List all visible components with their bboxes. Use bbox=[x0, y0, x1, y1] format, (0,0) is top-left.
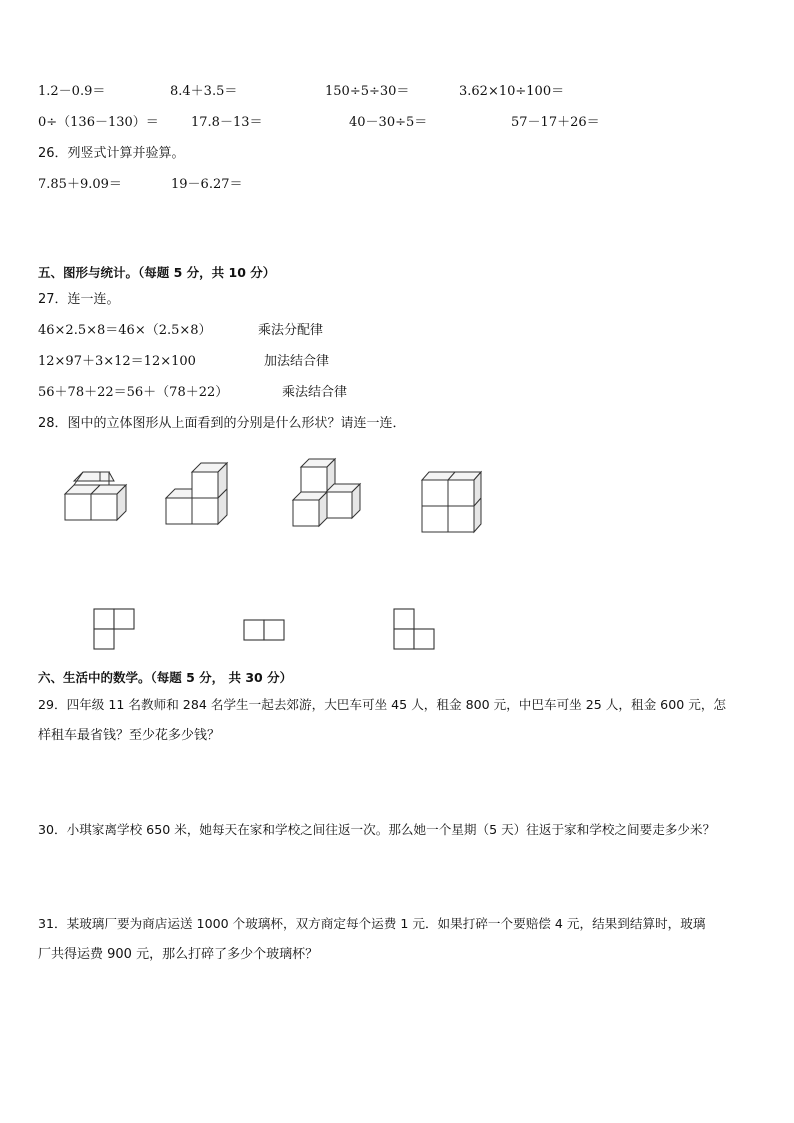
question-31-line: 31．某玻璃厂要为商店运送 1000 个玻璃杯，双方商定每个运费 1 元．如果打碎一个要赔偿 4 元，结果到结算时，玻璃 bbox=[38, 916, 706, 931]
vertical-calc-item: 7.85＋9.09＝ bbox=[38, 177, 122, 192]
match-left-item[interactable]: 56＋78＋22＝56＋（78＋22） bbox=[38, 385, 229, 400]
calc-item: 40－30÷5＝ bbox=[349, 115, 428, 130]
match-right-item[interactable]: 乘法分配律 bbox=[258, 323, 324, 338]
calc-item: 150÷5÷30＝ bbox=[325, 84, 410, 99]
solid-figure-1[interactable] bbox=[65, 472, 126, 520]
calc-item: 1.2－0.9＝ bbox=[38, 84, 106, 99]
calc-item: 0÷（136－130）＝ bbox=[38, 115, 159, 130]
question-31-line: 厂共得运费 900 元，那么打碎了多少个玻璃杯？ bbox=[38, 947, 319, 962]
match-right-item[interactable]: 加法结合律 bbox=[264, 354, 330, 369]
question-29-line: 29．四年级 11 名教师和 284 名学生一起去郊游，大巴车可坐 45 人，租金 800 元，中巴车可坐 25 人，租金 600 元，怎 bbox=[38, 697, 727, 712]
vertical-calc-item: 19－6.27＝ bbox=[171, 177, 243, 192]
match-left-item[interactable]: 12×97＋3×12＝12×100 bbox=[38, 354, 196, 369]
calc-item: 8.4＋3.5＝ bbox=[170, 84, 238, 99]
solid-figure-3[interactable] bbox=[293, 459, 360, 526]
match-left-item[interactable]: 46×2.5×8＝46×（2.5×8） bbox=[38, 323, 212, 338]
question-28-title: 28．图中的立体图形从上面看到的分别是什么形状？请连一连． bbox=[38, 416, 406, 431]
top-view-l-shape-2[interactable] bbox=[394, 609, 434, 649]
section-5-heading: 五、图形与统计。（每题 5 分，共 10 分） bbox=[38, 265, 276, 280]
calc-item: 3.62×10÷100＝ bbox=[459, 84, 565, 99]
question-29-line: 样租车最省钱？至少花多少钱？ bbox=[38, 728, 221, 743]
top-view-two-squares[interactable] bbox=[244, 620, 284, 640]
calc-item: 57－17＋26＝ bbox=[511, 115, 600, 130]
top-view-l-shape[interactable] bbox=[94, 609, 134, 649]
solid-figure-2[interactable] bbox=[166, 463, 227, 524]
section-6-heading: 六、生活中的数学。（每题 5 分， 共 30 分） bbox=[38, 670, 293, 685]
calc-item: 17.8－13＝ bbox=[191, 115, 263, 130]
question-30-line: 30．小琪家离学校 650 米，她每天在家和学校之间往返一次。那么她一个星期（5 天）往返于家和学校之间要走多少米？ bbox=[38, 822, 716, 837]
solid-figure-4[interactable] bbox=[422, 472, 481, 532]
question-27-title: 27．连一连。 bbox=[38, 292, 120, 307]
match-right-item[interactable]: 乘法结合律 bbox=[282, 385, 348, 400]
question-26-title: 26．列竖式计算并验算。 bbox=[38, 146, 185, 161]
